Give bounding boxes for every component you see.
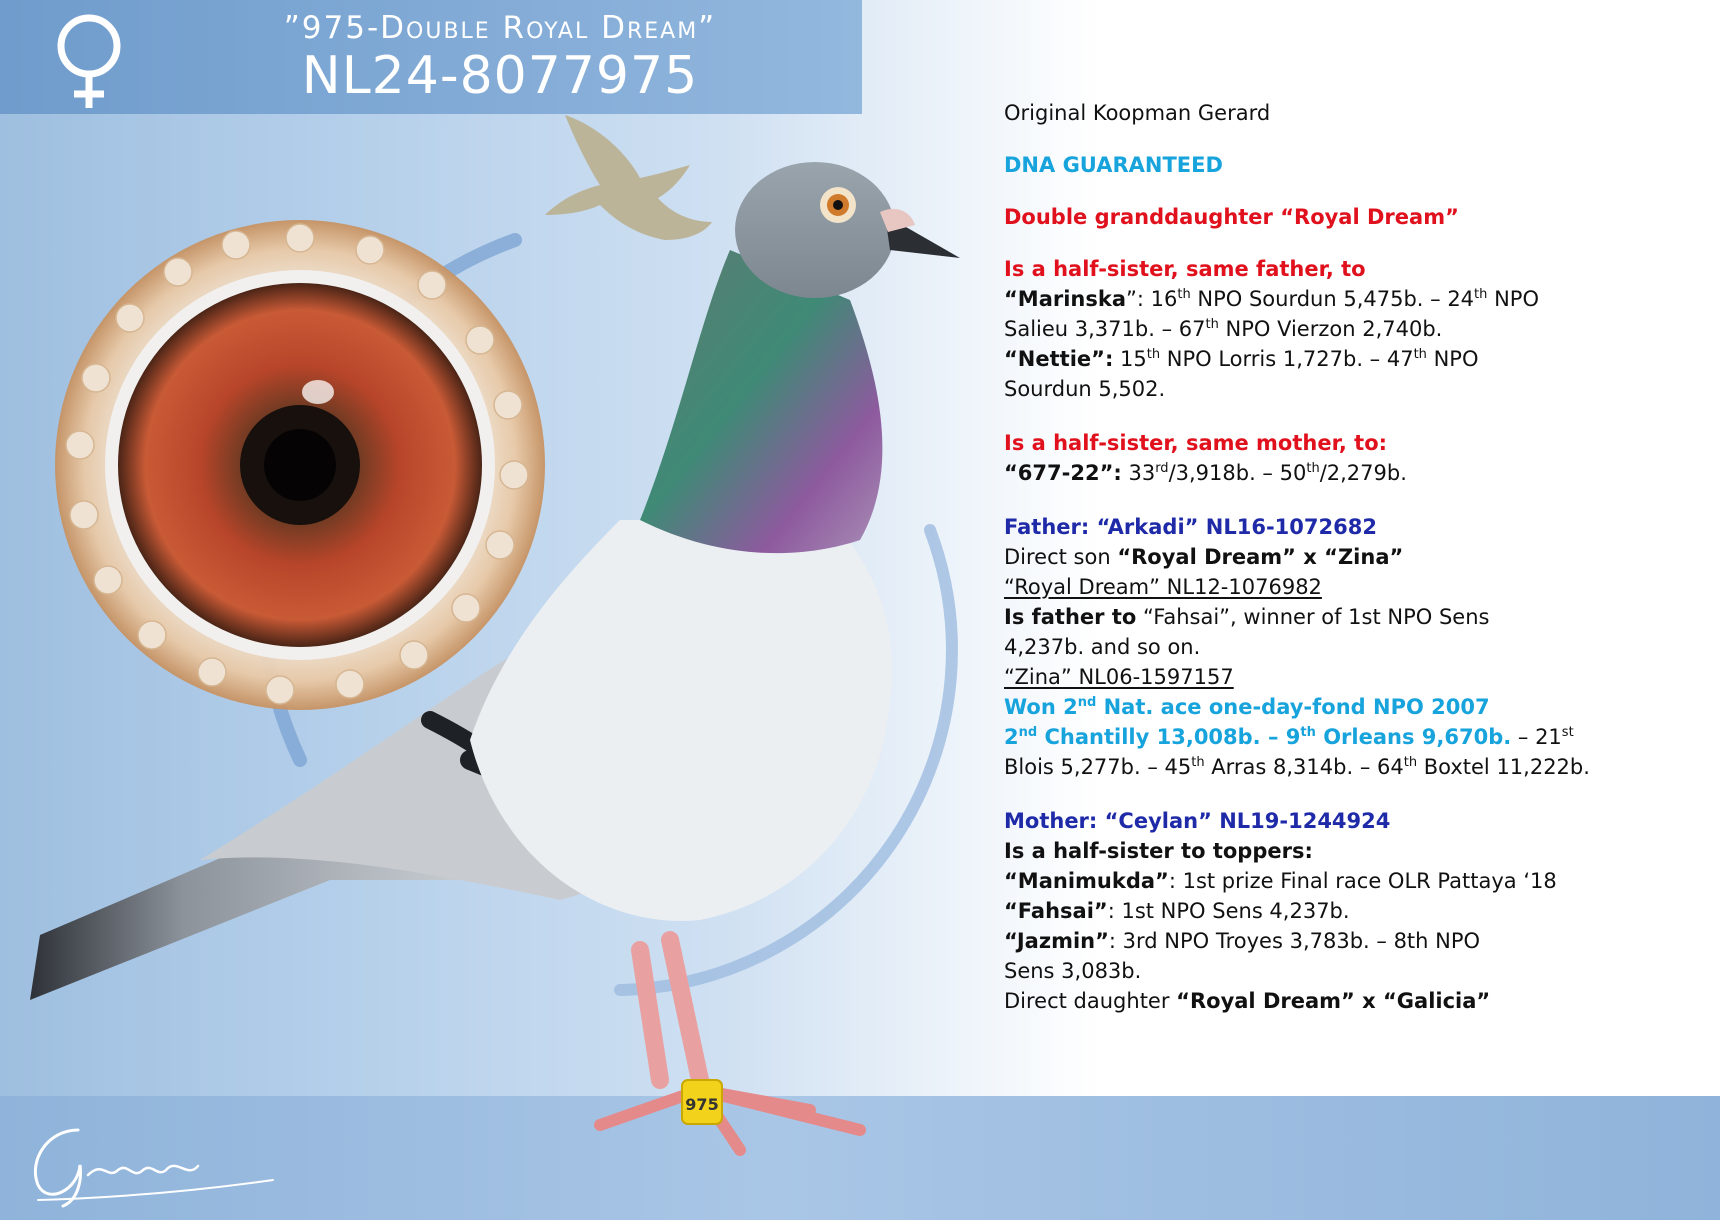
zina-results-line-2: Blois 5,277b. – 45th Arras 8,314b. – 64th Boxtel 11,222b. xyxy=(1004,755,1590,779)
mother-heading: Mother: “Ceylan” NL19-1244924 xyxy=(1004,809,1391,833)
marinska-line: “Marinska”: 16th NPO Sourdun 5,475b. – 24th NPO xyxy=(1004,287,1539,311)
pigeon-name: ”975-Double Royal Dream” xyxy=(283,10,717,46)
half-sister-father-heading: Is a half-sister, same father, to xyxy=(1004,257,1366,281)
pedigree-text xyxy=(1004,98,1704,1016)
half-sister-mother-heading: Is a half-sister, same mother, to: xyxy=(1004,431,1388,455)
royal-dream-ring-line: “Royal Dream” NL12-1076982 xyxy=(1004,575,1322,599)
nettie-line: “Nettie”: 15th NPO Lorris 1,727b. – 47th NPO xyxy=(1004,347,1479,371)
koopman-signature-logo xyxy=(18,1120,278,1210)
origin-line: Original Koopman Gerard xyxy=(1004,101,1271,125)
father-heading: Father: “Arkadi” NL16-1072682 xyxy=(1004,515,1377,539)
female-symbol-icon xyxy=(44,10,134,110)
jazmin-line: “Jazmin”: 3rd NPO Troyes 3,783b. – 8th NPO xyxy=(1004,929,1481,953)
ring-number: NL24-8077975 xyxy=(301,46,699,106)
manimukda-line: “Manimukda”: 1st prize Final race OLR Pattaya ‘18 xyxy=(1004,869,1557,893)
nettie-line-2: Sourdun 5,502. xyxy=(1004,377,1166,401)
jazmin-line-2: Sens 3,083b. xyxy=(1004,959,1142,983)
leg-band-number: 975 xyxy=(685,1095,719,1114)
pigeon-eye-closeup xyxy=(55,220,545,710)
fahsai-line: “Fahsai”: 1st NPO Sens 4,237b. xyxy=(1004,899,1350,923)
zina-won-line: Won 2nd Nat. ace one-day-fond NPO 2007 xyxy=(1004,695,1490,719)
zina-results-line: 2nd Chantilly 13,008b. – 9th Orleans 9,670b. – 21st xyxy=(1004,725,1574,749)
toppers-heading: Is a half-sister to toppers: xyxy=(1004,839,1313,863)
father-parents-line: Direct son “Royal Dream” x “Zina” xyxy=(1004,545,1404,569)
header-banner xyxy=(0,0,862,114)
double-granddaughter-line: Double granddaughter “Royal Dream” xyxy=(1004,205,1459,229)
mother-parents-line: Direct daughter “Royal Dream” x “Galicia” xyxy=(1004,989,1491,1013)
father-to-line-2: 4,237b. and so on. xyxy=(1004,635,1201,659)
zina-ring-line: “Zina” NL06-1597157 xyxy=(1004,665,1234,689)
flying-bird-silhouette-icon xyxy=(545,115,712,240)
sibling-677-line: “677-22”: 33rd/3,918b. – 50th/2,279b. xyxy=(1004,461,1407,485)
dna-guaranteed: DNA GUARANTEED xyxy=(1004,153,1223,177)
father-to-line: Is father to “Fahsai”, winner of 1st NPO Sens xyxy=(1004,605,1490,629)
marinska-line-2: Salieu 3,371b. – 67th NPO Vierzon 2,740b. xyxy=(1004,317,1443,341)
